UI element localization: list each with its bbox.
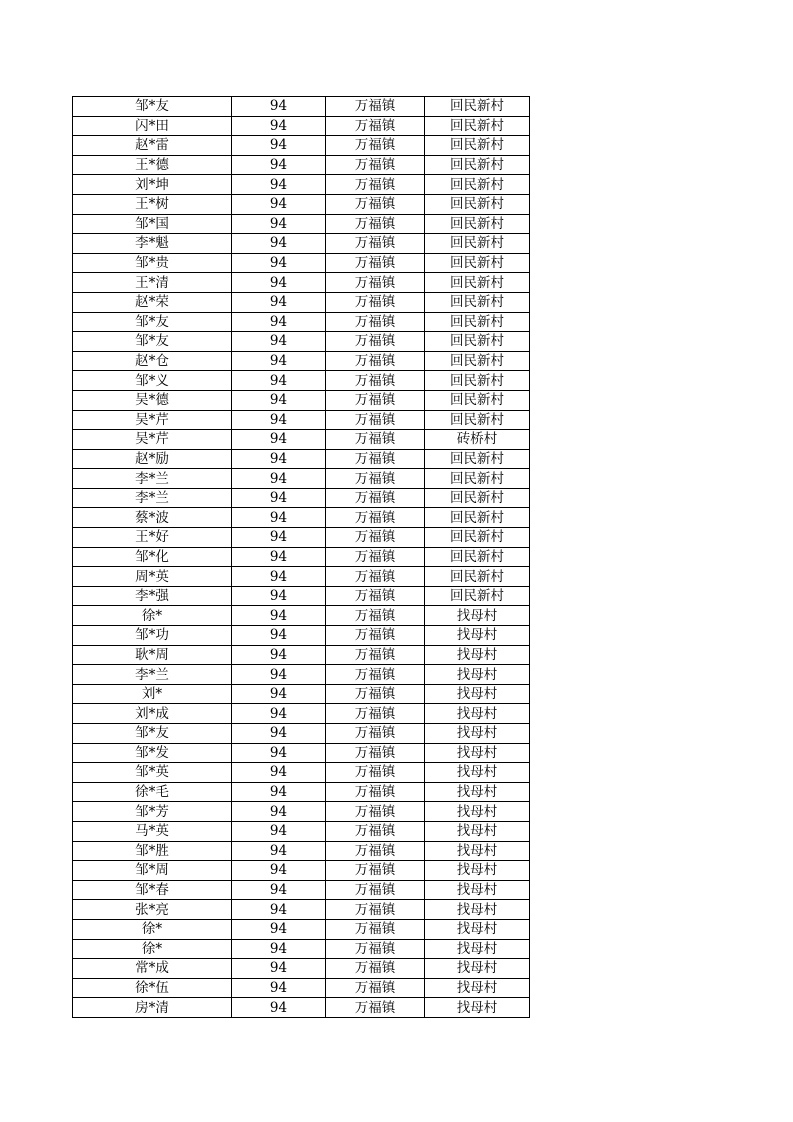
cell-town: 万福镇 <box>326 743 425 763</box>
cell-number: 94 <box>232 959 326 979</box>
cell-name: 耿*周 <box>73 645 232 665</box>
cell-name: 邹*友 <box>73 724 232 744</box>
cell-name: 王*树 <box>73 194 232 214</box>
cell-name: 邹*义 <box>73 371 232 391</box>
cell-number: 94 <box>232 998 326 1018</box>
cell-town: 万福镇 <box>326 488 425 508</box>
cell-village: 找母村 <box>425 665 530 685</box>
cell-number: 94 <box>232 488 326 508</box>
cell-village: 找母村 <box>425 626 530 646</box>
cell-village: 找母村 <box>425 704 530 724</box>
table-row <box>73 449 530 469</box>
cell-name: 徐*毛 <box>73 782 232 802</box>
cell-number: 94 <box>232 390 326 410</box>
cell-number: 94 <box>232 136 326 156</box>
table-row <box>73 919 530 939</box>
table-row <box>73 390 530 410</box>
cell-town: 万福镇 <box>326 782 425 802</box>
cell-name: 李*兰 <box>73 665 232 685</box>
cell-number: 94 <box>232 194 326 214</box>
table-row <box>73 469 530 489</box>
cell-number: 94 <box>232 782 326 802</box>
table-row <box>73 763 530 783</box>
cell-village: 找母村 <box>425 880 530 900</box>
cell-name: 邹*友 <box>73 312 232 332</box>
cell-town: 万福镇 <box>326 704 425 724</box>
cell-name: 周*英 <box>73 567 232 587</box>
cell-town: 万福镇 <box>326 567 425 587</box>
table-row <box>73 253 530 273</box>
cell-number: 94 <box>232 606 326 626</box>
cell-town: 万福镇 <box>326 332 425 352</box>
cell-name: 徐* <box>73 606 232 626</box>
cell-number: 94 <box>232 116 326 136</box>
table-row <box>73 724 530 744</box>
cell-town: 万福镇 <box>326 155 425 175</box>
cell-village: 找母村 <box>425 645 530 665</box>
cell-town: 万福镇 <box>326 234 425 254</box>
table-row <box>73 508 530 528</box>
cell-town: 万福镇 <box>326 136 425 156</box>
cell-name: 徐* <box>73 919 232 939</box>
cell-name: 刘*成 <box>73 704 232 724</box>
cell-town: 万福镇 <box>326 292 425 312</box>
table-row <box>73 704 530 724</box>
cell-village: 回民新村 <box>425 273 530 293</box>
cell-number: 94 <box>232 292 326 312</box>
cell-town: 万福镇 <box>326 606 425 626</box>
cell-village: 回民新村 <box>425 528 530 548</box>
table-row <box>73 488 530 508</box>
cell-number: 94 <box>232 273 326 293</box>
cell-number: 94 <box>232 586 326 606</box>
table-row <box>73 528 530 548</box>
cell-village: 找母村 <box>425 821 530 841</box>
cell-town: 万福镇 <box>326 214 425 234</box>
table-row <box>73 802 530 822</box>
cell-village: 回民新村 <box>425 292 530 312</box>
cell-town: 万福镇 <box>326 312 425 332</box>
table-row <box>73 116 530 136</box>
cell-village: 回民新村 <box>425 116 530 136</box>
cell-name: 李*兰 <box>73 469 232 489</box>
cell-name: 吴*芹 <box>73 410 232 430</box>
cell-name: 赵*荣 <box>73 292 232 312</box>
cell-village: 回民新村 <box>425 97 530 117</box>
cell-name: 邹*胜 <box>73 841 232 861</box>
cell-number: 94 <box>232 449 326 469</box>
cell-number: 94 <box>232 214 326 234</box>
cell-name: 邹*友 <box>73 97 232 117</box>
cell-number: 94 <box>232 469 326 489</box>
cell-town: 万福镇 <box>326 763 425 783</box>
cell-name: 王*德 <box>73 155 232 175</box>
cell-number: 94 <box>232 763 326 783</box>
cell-town: 万福镇 <box>326 469 425 489</box>
cell-name: 徐*伍 <box>73 978 232 998</box>
cell-village: 回民新村 <box>425 410 530 430</box>
cell-number: 94 <box>232 880 326 900</box>
table-row <box>73 684 530 704</box>
cell-village: 找母村 <box>425 724 530 744</box>
cell-village: 找母村 <box>425 861 530 881</box>
cell-number: 94 <box>232 802 326 822</box>
cell-name: 邹*春 <box>73 880 232 900</box>
cell-town: 万福镇 <box>326 665 425 685</box>
cell-number: 94 <box>232 939 326 959</box>
cell-village: 回民新村 <box>425 194 530 214</box>
table-row <box>73 371 530 391</box>
cell-number: 94 <box>232 919 326 939</box>
cell-name: 徐* <box>73 939 232 959</box>
cell-town: 万福镇 <box>326 273 425 293</box>
cell-number: 94 <box>232 645 326 665</box>
cell-name: 马*英 <box>73 821 232 841</box>
table-row <box>73 743 530 763</box>
cell-town: 万福镇 <box>326 430 425 450</box>
cell-village: 找母村 <box>425 606 530 626</box>
cell-village: 砖桥村 <box>425 430 530 450</box>
cell-town: 万福镇 <box>326 626 425 646</box>
cell-number: 94 <box>232 312 326 332</box>
table-row <box>73 332 530 352</box>
cell-town: 万福镇 <box>326 97 425 117</box>
cell-village: 找母村 <box>425 763 530 783</box>
cell-village: 找母村 <box>425 743 530 763</box>
table-row <box>73 430 530 450</box>
cell-village: 回民新村 <box>425 488 530 508</box>
cell-town: 万福镇 <box>326 959 425 979</box>
cell-name: 吴*德 <box>73 390 232 410</box>
cell-town: 万福镇 <box>326 724 425 744</box>
cell-village: 回民新村 <box>425 155 530 175</box>
cell-number: 94 <box>232 684 326 704</box>
cell-number: 94 <box>232 821 326 841</box>
cell-name: 李*兰 <box>73 488 232 508</box>
cell-town: 万福镇 <box>326 253 425 273</box>
cell-name: 邹*功 <box>73 626 232 646</box>
cell-town: 万福镇 <box>326 116 425 136</box>
table-row <box>73 978 530 998</box>
cell-town: 万福镇 <box>326 175 425 195</box>
cell-name: 邹*友 <box>73 332 232 352</box>
cell-name: 赵*仓 <box>73 351 232 371</box>
data-table <box>72 96 530 1018</box>
cell-number: 94 <box>232 978 326 998</box>
table-row <box>73 234 530 254</box>
cell-name: 邹*贵 <box>73 253 232 273</box>
cell-village: 回民新村 <box>425 332 530 352</box>
cell-name: 赵*励 <box>73 449 232 469</box>
cell-name: 王*清 <box>73 273 232 293</box>
cell-number: 94 <box>232 528 326 548</box>
table-row <box>73 626 530 646</box>
cell-town: 万福镇 <box>326 371 425 391</box>
table-row <box>73 939 530 959</box>
cell-name: 邹*国 <box>73 214 232 234</box>
cell-town: 万福镇 <box>326 684 425 704</box>
cell-number: 94 <box>232 743 326 763</box>
cell-village: 找母村 <box>425 802 530 822</box>
table-row <box>73 821 530 841</box>
cell-name: 李*强 <box>73 586 232 606</box>
cell-village: 回民新村 <box>425 253 530 273</box>
cell-number: 94 <box>232 861 326 881</box>
table-row <box>73 586 530 606</box>
cell-number: 94 <box>232 508 326 528</box>
cell-number: 94 <box>232 253 326 273</box>
cell-village: 回民新村 <box>425 136 530 156</box>
cell-town: 万福镇 <box>326 410 425 430</box>
table-row <box>73 959 530 979</box>
cell-number: 94 <box>232 626 326 646</box>
table-row <box>73 194 530 214</box>
table-row <box>73 782 530 802</box>
cell-town: 万福镇 <box>326 861 425 881</box>
cell-name: 李*魁 <box>73 234 232 254</box>
cell-name: 邹*发 <box>73 743 232 763</box>
cell-village: 回民新村 <box>425 312 530 332</box>
cell-village: 找母村 <box>425 900 530 920</box>
cell-number: 94 <box>232 97 326 117</box>
cell-name: 王*好 <box>73 528 232 548</box>
table-row <box>73 841 530 861</box>
cell-town: 万福镇 <box>326 978 425 998</box>
cell-number: 94 <box>232 430 326 450</box>
cell-town: 万福镇 <box>326 547 425 567</box>
cell-village: 回民新村 <box>425 508 530 528</box>
table-row <box>73 312 530 332</box>
cell-town: 万福镇 <box>326 586 425 606</box>
cell-name: 邹*芳 <box>73 802 232 822</box>
table-row <box>73 136 530 156</box>
cell-village: 回民新村 <box>425 449 530 469</box>
cell-town: 万福镇 <box>326 508 425 528</box>
table-row <box>73 665 530 685</box>
cell-number: 94 <box>232 900 326 920</box>
table-row <box>73 645 530 665</box>
cell-town: 万福镇 <box>326 645 425 665</box>
cell-name: 常*成 <box>73 959 232 979</box>
cell-town: 万福镇 <box>326 998 425 1018</box>
cell-town: 万福镇 <box>326 841 425 861</box>
table-row <box>73 998 530 1018</box>
cell-village: 找母村 <box>425 939 530 959</box>
cell-town: 万福镇 <box>326 449 425 469</box>
table-row <box>73 155 530 175</box>
cell-village: 找母村 <box>425 841 530 861</box>
cell-village: 找母村 <box>425 782 530 802</box>
cell-number: 94 <box>232 410 326 430</box>
cell-village: 找母村 <box>425 998 530 1018</box>
table-row <box>73 97 530 117</box>
cell-name: 刘* <box>73 684 232 704</box>
cell-number: 94 <box>232 234 326 254</box>
table-row <box>73 292 530 312</box>
cell-number: 94 <box>232 371 326 391</box>
cell-number: 94 <box>232 175 326 195</box>
cell-name: 闪*田 <box>73 116 232 136</box>
cell-number: 94 <box>232 704 326 724</box>
cell-name: 赵*雷 <box>73 136 232 156</box>
table-row <box>73 273 530 293</box>
cell-town: 万福镇 <box>326 900 425 920</box>
table-row <box>73 175 530 195</box>
cell-number: 94 <box>232 332 326 352</box>
cell-name: 吴*芹 <box>73 430 232 450</box>
cell-number: 94 <box>232 841 326 861</box>
cell-village: 回民新村 <box>425 214 530 234</box>
table-row <box>73 900 530 920</box>
table-row <box>73 567 530 587</box>
cell-town: 万福镇 <box>326 939 425 959</box>
cell-town: 万福镇 <box>326 528 425 548</box>
cell-village: 找母村 <box>425 684 530 704</box>
cell-number: 94 <box>232 547 326 567</box>
cell-village: 回民新村 <box>425 390 530 410</box>
cell-name: 张*亮 <box>73 900 232 920</box>
cell-village: 回民新村 <box>425 351 530 371</box>
table-row <box>73 861 530 881</box>
table-row <box>73 351 530 371</box>
cell-name: 刘*坤 <box>73 175 232 195</box>
table-row <box>73 606 530 626</box>
cell-village: 回民新村 <box>425 371 530 391</box>
cell-name: 邹*化 <box>73 547 232 567</box>
cell-name: 邹*周 <box>73 861 232 881</box>
cell-town: 万福镇 <box>326 919 425 939</box>
cell-village: 回民新村 <box>425 547 530 567</box>
cell-village: 回民新村 <box>425 234 530 254</box>
cell-number: 94 <box>232 351 326 371</box>
cell-number: 94 <box>232 155 326 175</box>
cell-name: 蔡*波 <box>73 508 232 528</box>
cell-village: 回民新村 <box>425 469 530 489</box>
table-row <box>73 547 530 567</box>
cell-village: 回民新村 <box>425 586 530 606</box>
cell-number: 94 <box>232 665 326 685</box>
table-row <box>73 880 530 900</box>
cell-town: 万福镇 <box>326 821 425 841</box>
cell-town: 万福镇 <box>326 351 425 371</box>
cell-town: 万福镇 <box>326 390 425 410</box>
cell-village: 找母村 <box>425 959 530 979</box>
cell-town: 万福镇 <box>326 802 425 822</box>
cell-village: 回民新村 <box>425 175 530 195</box>
cell-village: 回民新村 <box>425 567 530 587</box>
cell-village: 找母村 <box>425 919 530 939</box>
cell-name: 邹*英 <box>73 763 232 783</box>
cell-number: 94 <box>232 567 326 587</box>
table-row <box>73 214 530 234</box>
table-row <box>73 410 530 430</box>
cell-village: 找母村 <box>425 978 530 998</box>
cell-name: 房*清 <box>73 998 232 1018</box>
cell-number: 94 <box>232 724 326 744</box>
table-body <box>73 97 530 1018</box>
cell-town: 万福镇 <box>326 194 425 214</box>
cell-town: 万福镇 <box>326 880 425 900</box>
